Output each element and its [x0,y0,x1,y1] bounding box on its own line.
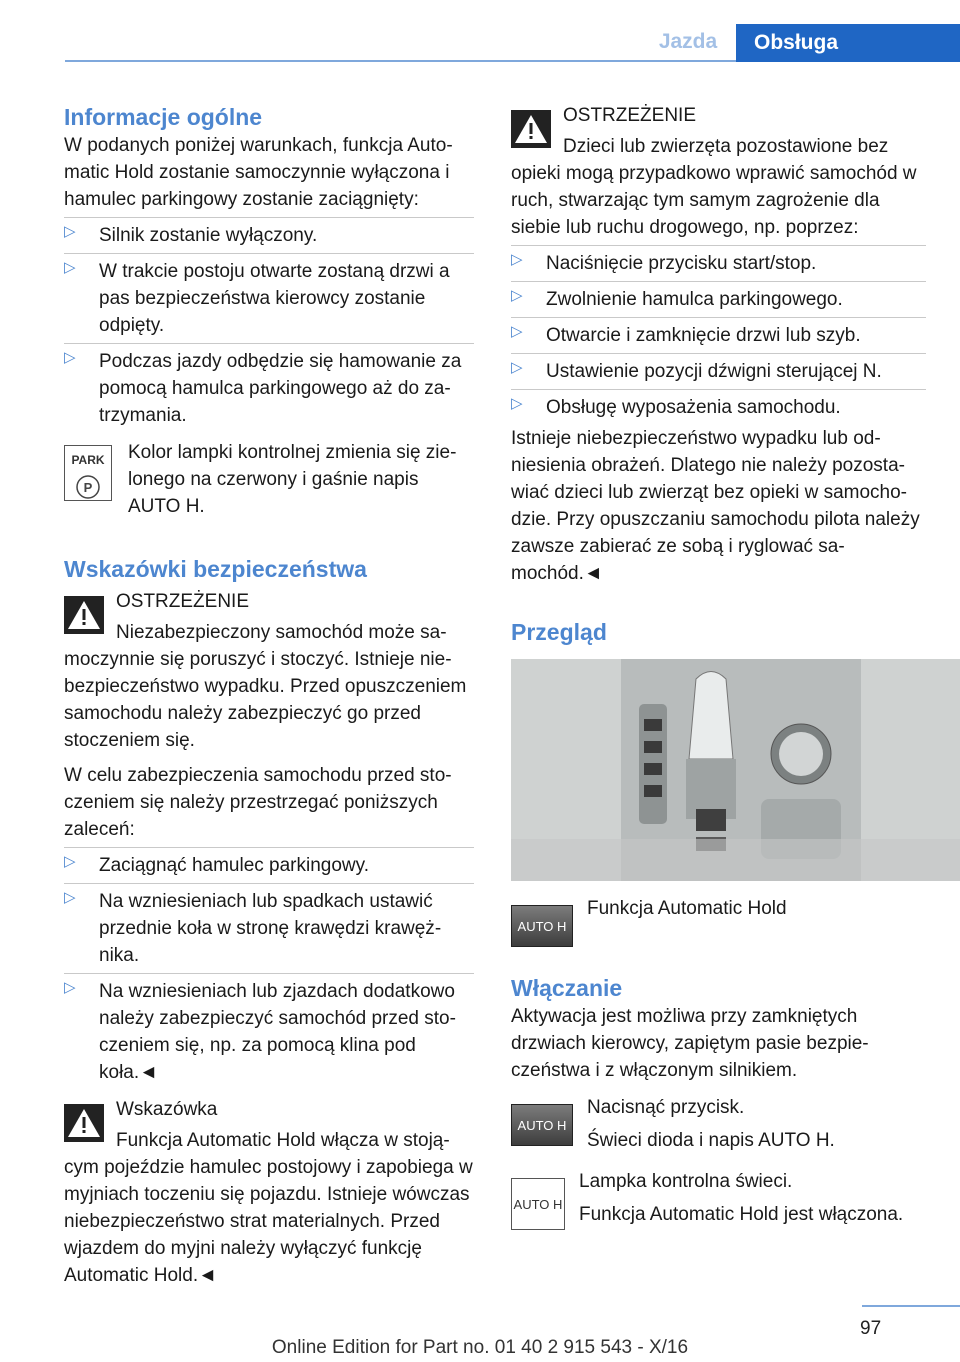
step-press: Nacisnąć przycisk. [587,1097,745,1118]
list-item: ▷ Zwolnienie hamulca parkingowego. [511,281,926,313]
list-item: ▷ Silnik zostanie wyłączony. [64,217,474,249]
warning-title: OSTRZEŻENIE [563,105,697,126]
heading-activation: Włączanie [511,975,623,1001]
warning-icon [64,596,104,634]
page-number: 97 [860,1318,882,1339]
park-note [64,439,474,520]
safety-paragraph: W celu zabezpieczenia samochodu przed stoczeniem się należy przestrzegać poniższych zaleceń: [64,765,452,840]
step-led: Świeci dioda i napis AUTO H. [587,1130,835,1151]
left-column [64,102,474,1289]
indicator-on: Lampka kontrolna świeci. [579,1171,793,1192]
list-item: ▷ Naciśnięcie przycisku start/stop. [511,245,926,277]
tab-jazda[interactable]: Jazda [658,30,718,53]
warning-icon [511,110,551,148]
note-text: Funkcja Automatic Hold włącza w stojącym pojeździe hamulec postojowy i zapobiega w myjniach toczeniu się pojazdu. Istnieje wówczas niebezpieczeństwo strat materialnych. Przed wjazdem do myjni należy wyłączyć funkcję Automatic Hold.◄ [64,1130,473,1286]
center-console-image [511,659,960,881]
list-item: ▷ Podczas jazdy odbędzie się hamowanie za pomocą hamulca parkingowego aż do zatrzymania. [64,343,474,429]
autoh-caption-row [511,895,926,947]
list-item: ▷ Na wzniesieniach lub zjazdach dodatkowo należy zabezpieczyć samochód przed stoczeniem się, np. za pomocą klina pod koła.◄ [64,973,474,1086]
warning-text: Niezabezpieczony samochód może samoczynnie się poruszyć i stoczyć. Istnieje niebezpieczeństwo wypadku. Przed opuszczeniem samochodu należy zabezpieczyć go przed stoczeniem się. [64,622,467,751]
park-icon: PARK P [64,445,112,501]
auto-h-indicator-icon: AUTO H [511,1178,565,1230]
warning-title: OSTRZEŻENIE [116,591,250,612]
general-paragraph: W podanych poniżej warunkach, funkcja Automatic Hold zostanie samoczynnie wyłączona i hamulec parkingowy zostanie zaciągnięty: [64,135,453,210]
footer-rule [862,1305,960,1307]
activation-steps [511,1094,926,1154]
list-item: ▷ Zaciągnąć hamulec parkingowy. [64,847,474,879]
auto-h-button-icon: AUTO H [511,1104,573,1146]
heading-safety: Wskazówki bezpieczeństwa [64,556,367,582]
park-note-text: Kolor lampki kontrolnej zmienia się zielonego na czerwony i gaśnie napis AUTO H. [128,442,457,517]
warning-block [64,588,474,754]
activation-paragraph: Aktywacja jest możliwa przy zamkniętych drzwiach kierowcy, zapiętym pasie bezpieczeństwa i z włączonym silnikiem. [511,1006,869,1081]
svg-text:P: P [83,479,93,495]
indicator-row [511,1168,926,1230]
note-block [64,1096,474,1289]
note-title: Wskazówka [116,1099,218,1120]
warning-block [511,102,926,241]
warning-list [511,245,926,421]
auto-h-button-icon: AUTO H [511,905,573,947]
general-list [64,217,474,429]
footer-edition: Online Edition for Part no. 01 40 2 915 543 - X/16 [271,1337,689,1358]
warning-text: Dzieci lub zwierzęta pozostawione bez opieki mogą przypadkowo wprawić samochód w ruch, stwarzając tym samym zagrożenie dla siebie lub ruchu drogowego, np. poprzez: [511,136,917,238]
tab-obsluga[interactable]: Obsługa [736,24,960,62]
list-item: ▷ W trakcie postoju otwarte zostaną drzwi a pas bezpieczeństwa kierowcy zostanie odpięty. [64,253,474,339]
list-item: ▷ Na wzniesieniach lub spadkach ustawić przednie koła w stronę krawędzi krawężnika. [64,883,474,969]
right-column [511,102,926,1230]
list-item: ▷ Otwarcie i zamknięcie drzwi lub szyb. [511,317,926,349]
autoh-caption: Funkcja Automatic Hold [587,898,787,919]
list-item: ▷ Obsługę wyposażenia samochodu. [511,389,926,421]
indicator-active: Funkcja Automatic Hold jest włączona. [579,1204,904,1225]
safety-list [64,847,474,1086]
heading-overview: Przegląd [511,619,607,645]
list-item: ▷ Ustawienie pozycji dźwigni sterującej N. [511,353,926,385]
warning-icon [64,1104,104,1142]
heading-general: Informacje ogólne [64,104,263,130]
warning-paragraph: Istnieje niebezpieczeństwo wypadku lub odniesienia obrażeń. Dlatego nie należy pozostawiać dzieci lub zwierząt bez opieki w samochodzie. Przy opuszczaniu samochodu pilota należy zawsze zabierać ze sobą i ryglować samochód.◄ [511,428,920,584]
